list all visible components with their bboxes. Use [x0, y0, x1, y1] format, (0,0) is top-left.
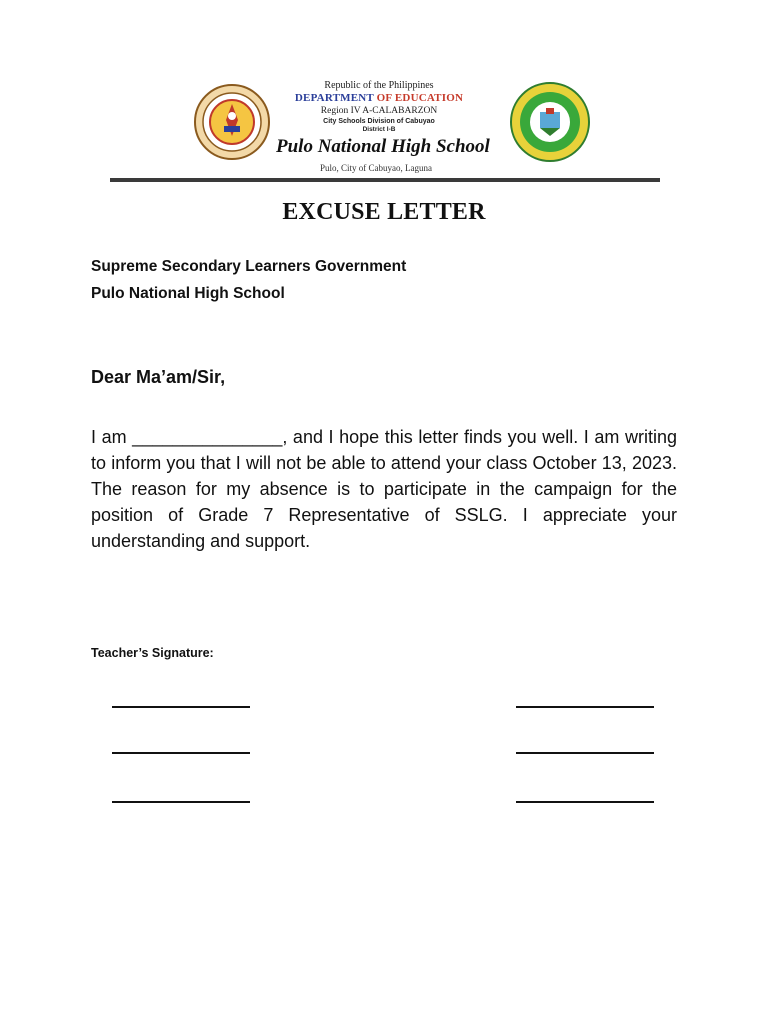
education-word: EDUCATION [394, 92, 464, 104]
department-word: DEPARTMENT [294, 92, 377, 104]
school-name: Pulo National High School [276, 136, 490, 157]
signature-line [112, 801, 250, 803]
organization-school: Pulo National High School [91, 285, 285, 302]
salutation: Dear Ma’am/Sir, [91, 367, 226, 387]
signature-line [516, 706, 654, 708]
letter-body: I am _______________, and I hope this letter finds you well. I am writing to inform you that I will not be able to attend your class October 13, 2023. The reason for my absence is to participate in the campaign for the position of Grade 7 Representative of SSLG. I appreciate your understanding and support. [91, 427, 677, 551]
department-name [274, 92, 484, 105]
letter-title: EXCUSE LETTER [282, 199, 486, 225]
republic-label: Republic of the Philippines [324, 80, 434, 91]
letterhead-text [274, 80, 484, 134]
region-label: Region IV A-CALABARZON [320, 106, 438, 116]
school-address: Pulo, City of Cabuyao, Laguna [320, 163, 432, 173]
signature-line [112, 752, 250, 754]
department-of-education-seal [194, 84, 270, 160]
signature-line [516, 752, 654, 754]
organization-name: Supreme Secondary Learners Government [91, 258, 407, 275]
letterhead-divider [110, 178, 660, 182]
department-of-word: OF [376, 92, 395, 104]
letterhead [110, 72, 660, 184]
pulo-national-high-school-seal [510, 82, 590, 162]
signature-line [112, 706, 250, 708]
division-label: City Schools Division of Cabuyao [323, 118, 435, 125]
signature-line [516, 801, 654, 803]
district-label: District I-B [362, 126, 396, 133]
teacher-signature-label: Teacher’s Signature: [91, 646, 214, 660]
